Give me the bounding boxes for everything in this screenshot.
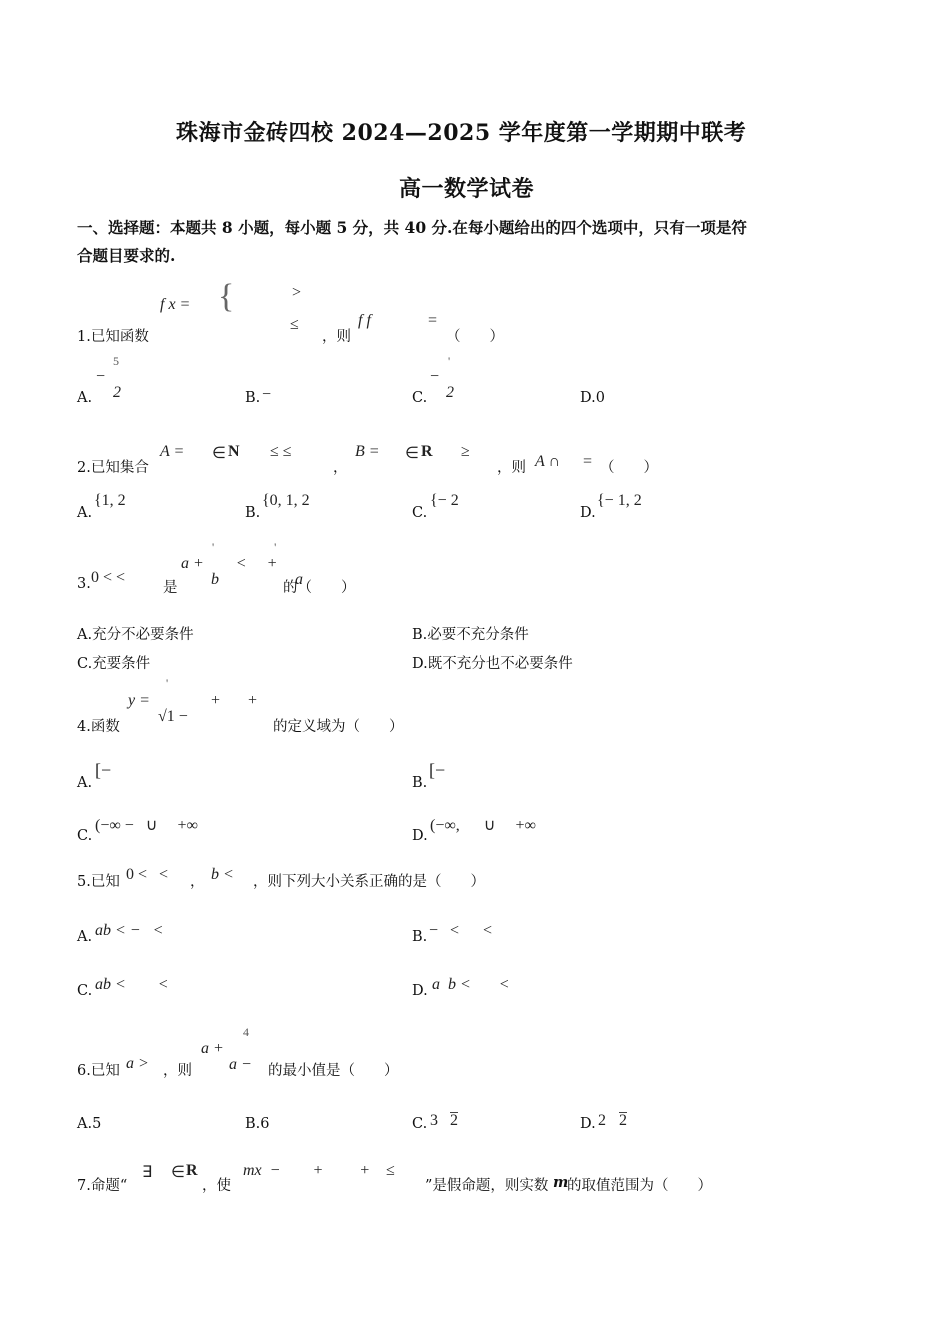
q2-comma: ，: [333, 460, 348, 476]
q1-composition: f f: [358, 312, 371, 329]
q6-option-c-root: 2: [450, 1112, 458, 1129]
q4-sqrt: √1 −: [158, 708, 188, 725]
q5-option-a-value: ab < − <: [95, 922, 164, 939]
q7-exists: ∃: [142, 1164, 153, 1181]
q2-set-a-def: A =: [160, 443, 185, 460]
q1-prefix: 1.已知函数: [77, 329, 149, 345]
q4-y-equals: y =: [128, 692, 150, 709]
q5-suffix: ，则下列大小关系正确的是（ ）: [253, 874, 485, 890]
q2-option-b[interactable]: B.: [245, 505, 261, 521]
q3-expression-marks: ' ': [212, 540, 277, 554]
q1-equals: =: [428, 312, 438, 329]
q5-condition-1: 0 < <: [126, 866, 169, 883]
q4-option-a-value: [−: [95, 760, 112, 780]
q5-condition-2: b <: [211, 866, 234, 883]
q2-intersection: A ∩: [535, 453, 561, 470]
q3-option-a[interactable]: A.充分不必要条件: [77, 627, 194, 643]
q1-function-lhs: f x =: [160, 296, 191, 313]
q3-expression-bottom: b a: [211, 571, 303, 588]
q7-suffix-2: 的取值范围为（ ）: [567, 1178, 712, 1194]
q1-option-a-minus: −: [96, 368, 106, 385]
q2-prefix: 2.已知集合: [77, 460, 149, 476]
q5-comma: ，: [190, 874, 205, 890]
q5-option-d[interactable]: D.: [412, 983, 428, 999]
q6-expression-top: a +: [201, 1040, 224, 1057]
q2-set-b-in: ∈: [405, 445, 419, 462]
q2-set-b-reals: R: [421, 443, 433, 460]
q3-condition: 0 < <: [91, 569, 126, 586]
q1-option-c-denominator: 2: [446, 384, 454, 401]
q2-option-c[interactable]: C.: [412, 505, 428, 521]
q3-is: 是: [163, 580, 178, 596]
q2-option-c-value: {− 2: [430, 492, 459, 509]
q6-suffix: 的最小值是（ ）: [268, 1063, 399, 1079]
q1-option-b[interactable]: B.: [245, 390, 261, 406]
q5-option-b-value: − < <: [429, 922, 493, 939]
section-instructions-line2: 合题目要求的.: [77, 246, 176, 265]
q2-option-d[interactable]: D.: [580, 505, 596, 521]
q4-option-c-value: (−∞ − ∪ +∞: [95, 817, 198, 834]
q7-prefix: 7.命题“: [77, 1178, 128, 1194]
q1-answer-paren: （ ）: [446, 329, 504, 345]
q2-set-a-in: ∈: [212, 445, 226, 462]
q7-in: ∈: [171, 1164, 185, 1181]
q6-condition: a >: [126, 1055, 149, 1072]
q6-option-d-root: 2: [619, 1112, 627, 1129]
q6-option-c-value: 3: [430, 1112, 438, 1129]
q7-use: ，使: [202, 1178, 231, 1194]
q4-mark: ': [166, 676, 169, 690]
q1-option-b-value: −: [262, 386, 272, 403]
q1-piecewise-brace: {: [218, 278, 235, 315]
q5-option-c[interactable]: C.: [77, 983, 93, 999]
q3-suffix: 的（ ）: [283, 580, 356, 596]
q4-plus-terms: + +: [211, 692, 258, 709]
q6-option-d-value: 2: [598, 1112, 606, 1129]
section-instructions-line1: 一、选择题：本题共 8 小题，每小题 5 分，共 40 分.在每小题给出的四个选项中，只有一项是符: [77, 218, 747, 237]
q1-case1-symbol: >: [292, 284, 302, 301]
q2-then: ，则: [497, 460, 526, 476]
q6-option-a[interactable]: A.5: [77, 1116, 102, 1132]
q2-set-a-ineq: ≤ ≤: [270, 443, 292, 460]
q3-expression-top: a + < +: [181, 555, 278, 572]
q5-option-a[interactable]: A.: [77, 929, 93, 945]
q7-expression: mx − + + ≤: [243, 1162, 395, 1179]
q2-option-b-value: {0, 1, 2: [262, 492, 310, 509]
q5-prefix: 5.已知: [77, 874, 120, 890]
q1-case2-symbol: ≤: [290, 316, 299, 333]
q5-option-d-value: a b < <: [432, 976, 510, 993]
q6-numerator-mark: 4: [243, 1025, 249, 1039]
q7-reals: R: [186, 1162, 198, 1179]
exam-subtitle: 高一数学试卷: [399, 176, 535, 202]
q6-option-b[interactable]: B.6: [245, 1116, 270, 1132]
q4-option-d[interactable]: D.: [412, 828, 428, 844]
q4-option-a[interactable]: A.: [77, 775, 93, 791]
q2-equals: =: [583, 453, 593, 470]
q2-option-a[interactable]: A.: [77, 505, 93, 521]
q3-option-c[interactable]: C.充要条件: [77, 656, 151, 672]
q1-option-a-denominator: 2: [113, 384, 121, 401]
q2-set-b-def: B =: [355, 443, 380, 460]
q2-set-a-naturals: N: [228, 443, 240, 460]
q7-suffix: ”是假命题，则实数: [425, 1178, 549, 1194]
q1-option-c-minus: −: [430, 368, 440, 385]
q3-option-d[interactable]: D.既不充分也不必要条件: [412, 656, 573, 672]
q1-option-a[interactable]: A.: [77, 390, 93, 406]
q4-prefix: 4.函数: [77, 719, 120, 735]
q1-then: ，则: [322, 329, 351, 345]
q4-suffix: 的定义域为（ ）: [273, 719, 404, 735]
q6-prefix: 6.已知: [77, 1063, 120, 1079]
q3-option-b[interactable]: B.必要不充分条件: [412, 627, 529, 643]
q2-set-b-ineq: ≥: [461, 443, 470, 460]
q4-option-b-value: [−: [429, 760, 446, 780]
exam-title: 珠海市金砖四校 2024—2025 学年度第一学期期中联考: [176, 120, 747, 146]
q1-option-c[interactable]: C.: [412, 390, 428, 406]
q5-option-c-value: ab < <: [95, 976, 169, 993]
q1-option-d[interactable]: D.0: [580, 390, 605, 406]
q6-then: ，则: [163, 1063, 192, 1079]
q2-option-a-value: {1, 2: [94, 492, 126, 509]
q1-option-c-numerator: ': [448, 354, 451, 368]
q4-option-d-value: (−∞, ∪ +∞: [430, 817, 536, 834]
q7-variable-m: m: [553, 1174, 569, 1191]
q4-option-b[interactable]: B.: [412, 775, 428, 791]
q4-option-c[interactable]: C.: [77, 828, 93, 844]
q3-prefix: 3.: [77, 576, 91, 592]
q2-answer-paren: （ ）: [600, 460, 658, 476]
q2-option-d-value: {− 1, 2: [597, 492, 642, 509]
q1-option-a-numerator: 5: [113, 354, 119, 368]
q5-option-b[interactable]: B.: [412, 929, 428, 945]
q6-option-d[interactable]: D.: [580, 1116, 596, 1132]
q6-option-c[interactable]: C.: [412, 1116, 428, 1132]
q6-expression-bottom: a −: [229, 1056, 252, 1073]
